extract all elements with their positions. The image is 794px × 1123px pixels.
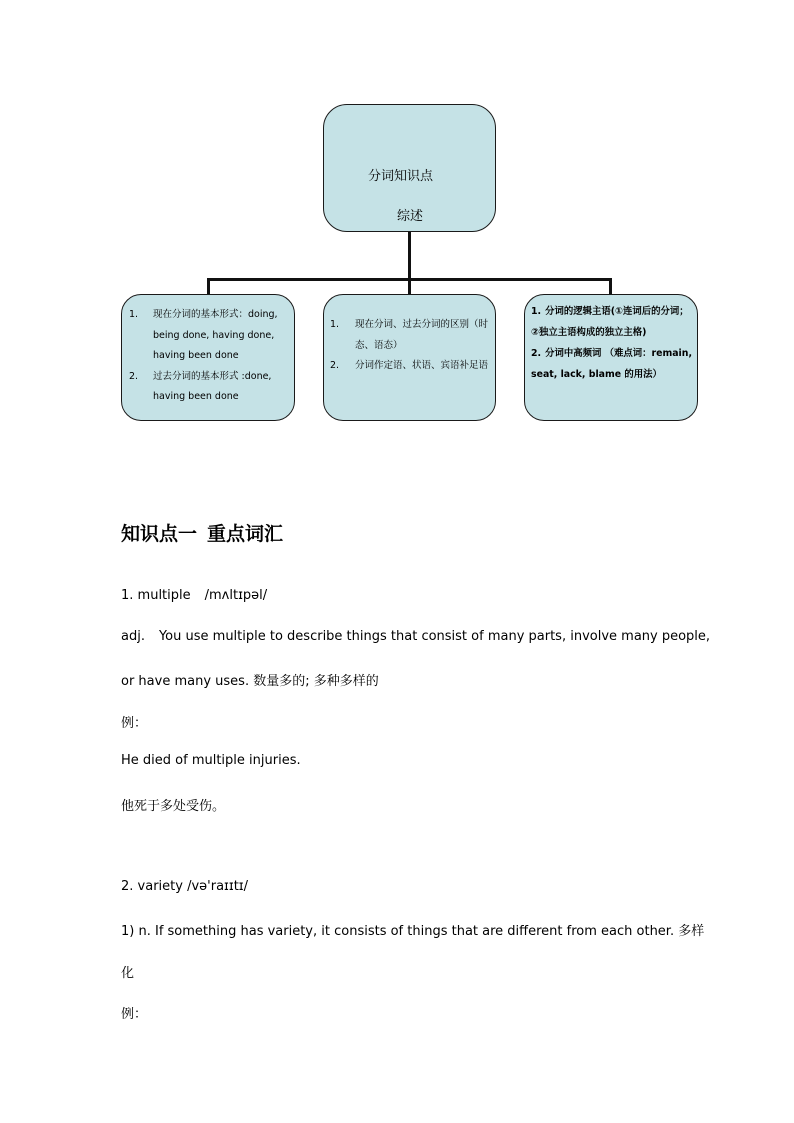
diagram-node-right — [524, 294, 698, 421]
example-sentence-en: He died of multiple injuries. — [121, 753, 301, 768]
diagram-node-middle — [323, 294, 496, 421]
diagram-root-node — [323, 104, 496, 232]
part-of-speech: adj. — [121, 629, 145, 644]
connector-left-drop — [207, 278, 210, 294]
list-item-text: 分词中高频词 （难点词：remain, seat, lack, blame 的用法） — [531, 348, 693, 380]
word-phonetic: /mʌltɪpəl/ — [204, 588, 268, 603]
word-definition-line: 1) n. If something has variety, it consists of things that are different from each other. 多样 — [121, 924, 705, 939]
root-node-title: 分词知识点 — [368, 169, 434, 184]
list-item — [129, 305, 289, 367]
list-item-text: 分词的逻辑主语(①连词后的分词；②独立主语构成的独立主格) — [531, 306, 689, 338]
list-item-number: 1. — [330, 319, 340, 330]
section-title-part1: 知识点一 — [121, 523, 198, 545]
word-heading: 2. variety /və'raɪɪtɪ/ — [121, 879, 248, 894]
connector-right-drop — [609, 278, 612, 294]
connector-middle-drop — [408, 278, 411, 294]
word-definition-line: 化 — [121, 966, 135, 981]
section-title — [121, 519, 283, 546]
node-right-list — [531, 301, 696, 385]
list-item-number: 2. — [129, 370, 139, 382]
list-item-text: 现在分词的基本形式：doing, being done, having done, having been done — [153, 309, 278, 361]
node-middle-list — [330, 315, 490, 377]
connector-vertical-root — [408, 232, 411, 279]
root-node-subtitle: 综述 — [397, 209, 424, 224]
list-item — [129, 367, 289, 408]
diagram-node-left — [121, 294, 295, 421]
list-item — [531, 343, 696, 385]
node-left-list — [129, 305, 289, 408]
list-item — [330, 315, 490, 356]
list-item-text: 分词作定语、状语、宾语补足语 — [355, 360, 489, 371]
section-title-part2: 重点词汇 — [207, 523, 284, 545]
list-item-number: 1. — [531, 306, 542, 317]
definition-text: You use multiple to describe things that consist of many parts, involve many people, — [158, 629, 711, 644]
word-heading — [121, 588, 267, 603]
word-definition-line: or have many uses. 数量多的; 多种多样的 — [121, 674, 379, 689]
example-label: 例： — [121, 1007, 148, 1022]
word-term: 1. multiple — [121, 588, 191, 603]
word-definition-line — [121, 629, 710, 644]
list-item-text: 过去分词的基本形式 :done, having been done — [153, 370, 272, 402]
list-item-text: 现在分词、过去分词的区别（时态、语态） — [355, 319, 489, 351]
list-item-number: 1. — [129, 309, 139, 320]
list-item — [330, 356, 490, 377]
list-item — [531, 301, 696, 343]
list-item-number: 2. — [330, 360, 340, 371]
example-sentence-zh: 他死于多处受伤。 — [121, 799, 226, 814]
example-label: 例： — [121, 716, 148, 731]
list-item-number: 2. — [531, 348, 542, 359]
